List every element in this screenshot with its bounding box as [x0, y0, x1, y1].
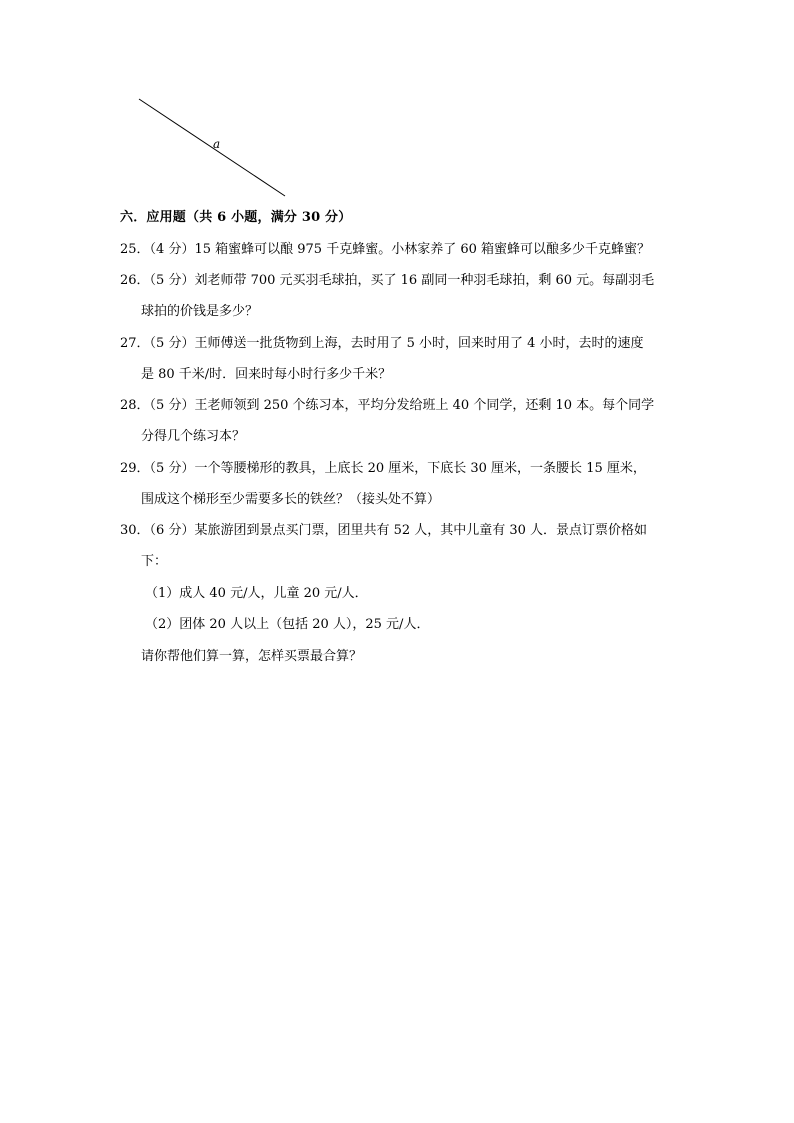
line-figure [130, 90, 300, 205]
question-29: 29．（5 分）一个等腰梯形的教具，上底长 20 厘米，下底长 30 厘米，一条腰长 15 厘米， [120, 461, 646, 476]
question-29-cont: 围成这个梯形至少需要多长的铁丝？（接头处不算） [141, 492, 441, 507]
question-27: 27．（5 分）王师傅送一批货物到上海，去时用了 5 小时，回来时用了 4 小时，去时的速度 [120, 336, 644, 351]
question-30-item-2: （2）团体 20 人以上（包括 20 人），25 元/人． [145, 617, 430, 632]
question-28-cont: 分得几个练习本？ [141, 429, 246, 444]
section-title: 六．应用题（共 6 小题，满分 30 分） [120, 210, 352, 225]
line-a-diagram [130, 90, 300, 205]
question-30-prompt: 请你帮他们算一算，怎样买票最合算？ [141, 649, 363, 664]
line-a-label: a [213, 137, 221, 151]
question-26-cont: 球拍的价钱是多少？ [141, 304, 259, 319]
line-a [139, 99, 285, 196]
question-30: 30．（6 分）某旅游团到景点买门票，团里共有 52 人，其中儿童有 30 人．景点订票价格如 [120, 523, 648, 538]
question-26: 26．（5 分）刘老师带 700 元买羽毛球拍，买了 16 副同一种羽毛球拍，剩 60 元。每副羽毛 [120, 273, 655, 288]
question-28: 28．（5 分）王老师领到 250 个练习本，平均分发给班上 40 个同学，还剩 10 本。每个同学 [120, 398, 655, 413]
question-30-cont: 下： [141, 554, 168, 569]
question-27-cont: 是 80 千米/时．回来时每小时行多少千米？ [141, 367, 392, 382]
question-25: 25．（4 分）15 箱蜜蜂可以酿 975 千克蜂蜜。小林家养了 60 箱蜜蜂可以酿多少千克蜂蜜？ [120, 242, 651, 257]
question-30-item-1: （1）成人 40 元/人，儿童 20 元/人． [145, 586, 368, 601]
